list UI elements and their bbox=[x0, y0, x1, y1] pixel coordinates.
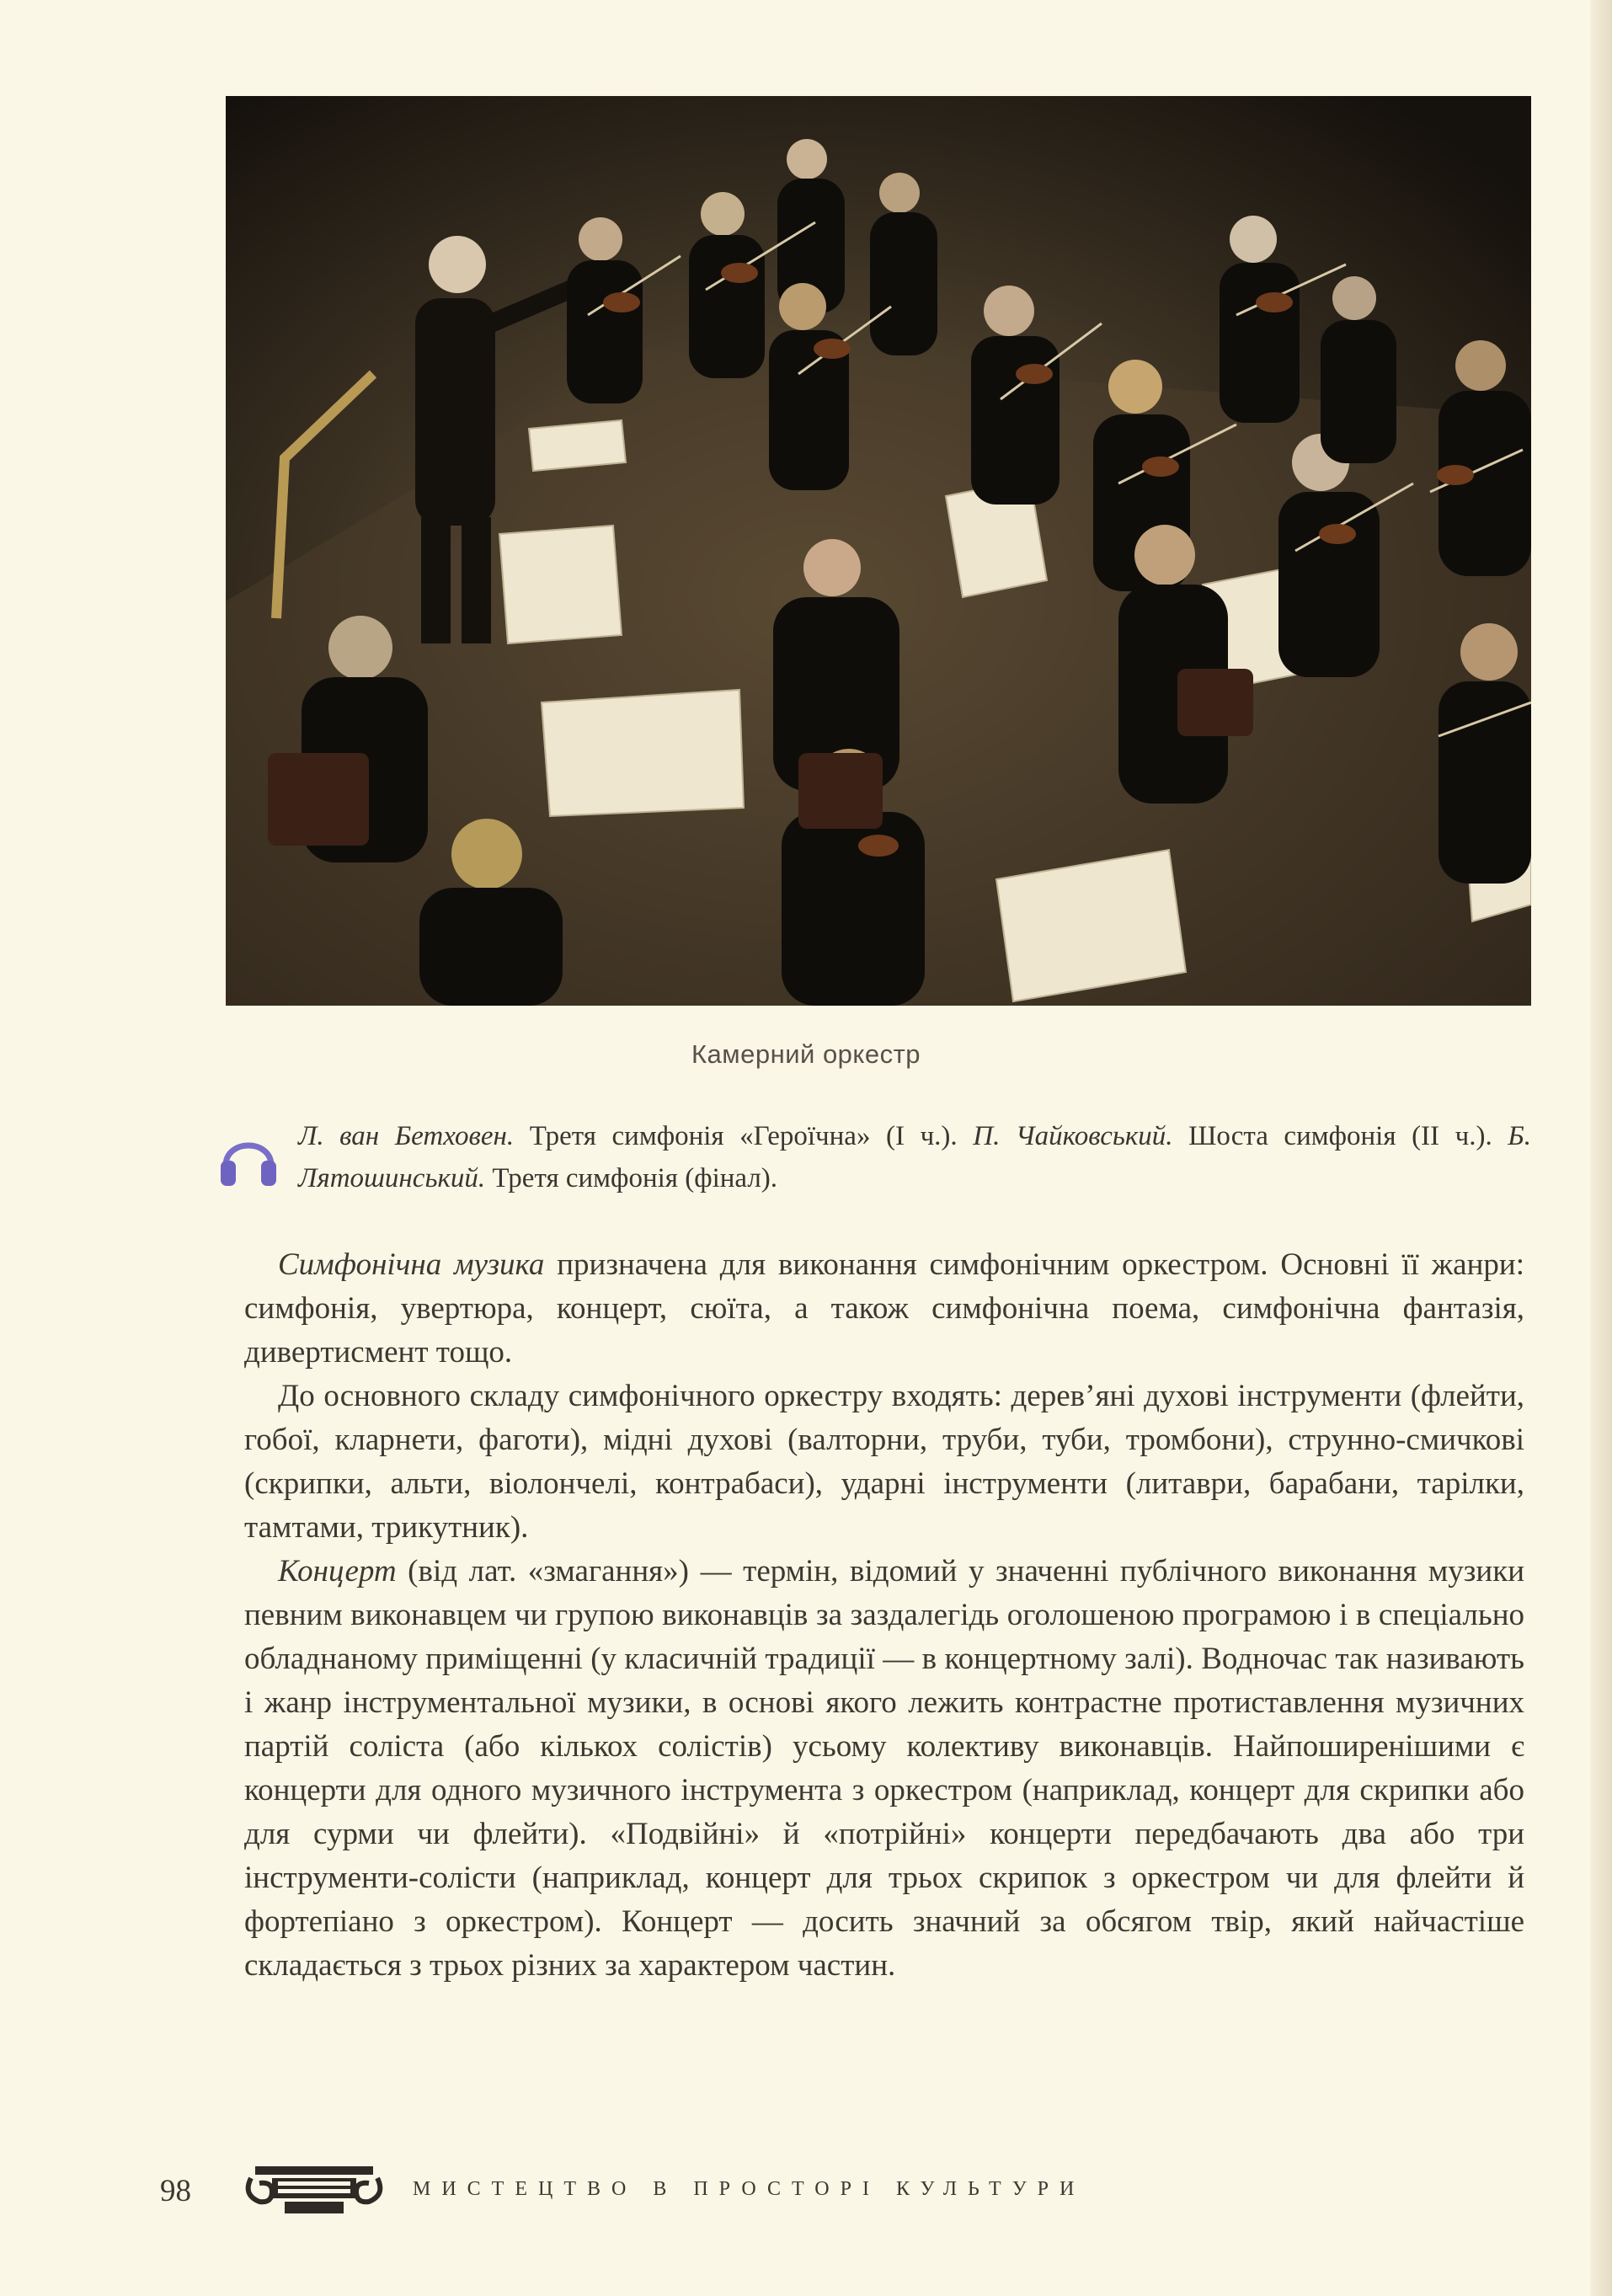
orchestra-photo bbox=[226, 96, 1531, 1006]
paragraph-symphonic-music bbox=[244, 1243, 1524, 1375]
paragraph-concerto bbox=[244, 1550, 1524, 1988]
main-text bbox=[244, 1243, 1524, 1988]
composer-tchaikovsky: П. Чайковський. bbox=[973, 1121, 1173, 1151]
listening-assignment bbox=[217, 1115, 1531, 1216]
work-beethoven: Третя симфонія «Героїчна» (І ч.). bbox=[514, 1121, 974, 1151]
paragraph-1-text: призначена для виконання симфонічним оркестром. Основні її жанри: симфонія, увертюра, концерт, сюїта, а також симфонічна поема, симфонічна фантазія, дивертисмент тощо. bbox=[244, 1247, 1524, 1370]
work-tchaikovsky: Шоста симфонія (II ч.). bbox=[1172, 1121, 1508, 1151]
column-capital-ornament-icon bbox=[234, 2161, 394, 2220]
page-number: 98 bbox=[160, 2174, 191, 2208]
composer-beethoven: Л. ван Бетховен. bbox=[298, 1121, 515, 1151]
term-concerto: Концерт bbox=[278, 1554, 397, 1589]
paragraph-3-text: (від лат. «змагання») — термін, відомий у значенні публічного виконання музики певним виконавцем чи групою виконавців за заздалегідь оголошеною програмою і в спеціально обладнаному приміщенні (у класичній традиції — в концертному залі). Водночас так називають і жанр інструментальної музики, в основі якого лежить контрастне протиставлення музичних партій соліста (або кількох солістів) усьому колективу виконавців. Найпоширенішими є концерти для одного музичного інструмента з оркестром (наприклад, концерт для скрипки або для сурми чи флейти). «Подвійні» й «потрійні» концерти передбачають два або три інструменти-солісти (наприклад, концерт для трьох скрипок з оркестром чи для флейти й фортепіано з оркестром). Концерт — досить значний за обсягом твір, який найчастіше складається з трьох різних за характером частин. bbox=[244, 1554, 1524, 1983]
listening-list bbox=[298, 1115, 1531, 1199]
orchestra-illustration bbox=[226, 96, 1531, 1006]
figure-caption: Камерний оркестр bbox=[691, 1039, 921, 1069]
term-symphonic-music: Симфонічна музика bbox=[278, 1247, 545, 1282]
headphones-icon bbox=[217, 1124, 280, 1191]
paragraph-orchestra-composition: До основного складу симфонічного оркестру входять: дерев’яні духові інструменти (флейти, гобої, кларнети, фаготи), мідні духові (валторни, труби, туби, тромбони), струнно-смичкові (скрипки, альти, віолончелі, контрабаси), ударні інструменти (литаври, барабани, тарілки, тамтами, трикутник). bbox=[244, 1379, 1524, 1545]
page-edge-shadow bbox=[1590, 0, 1612, 2296]
running-title: МИСТЕЦТВО В ПРОСТОРІ КУЛЬТУРИ bbox=[413, 2178, 1086, 2200]
composer-lyatoshynsky: Б. Лятошинський. bbox=[298, 1121, 1531, 1193]
work-lyatoshynsky: Третя симфонія (фінал). bbox=[485, 1163, 778, 1193]
page-footer bbox=[160, 2161, 1339, 2220]
